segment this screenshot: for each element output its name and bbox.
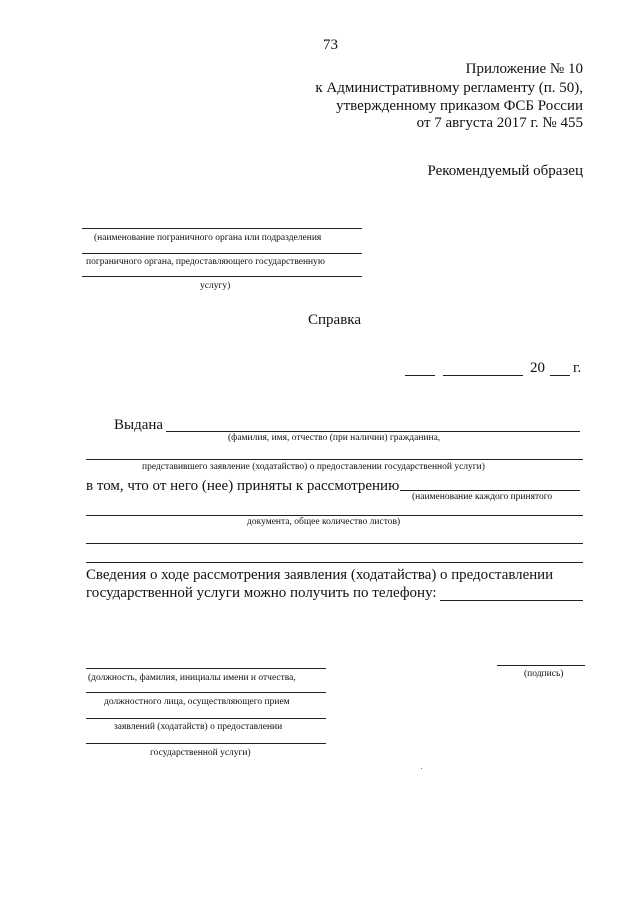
official-line-2 [86, 692, 326, 693]
page-number: 73 [323, 37, 338, 53]
date-day-line [405, 375, 435, 376]
phone-line [440, 600, 583, 601]
authority-caption-2: пограничного органа, предоставляющего государственную [86, 257, 325, 267]
issued-name-line [166, 431, 580, 432]
accepted-caption: (наименование каждого принятого [412, 492, 553, 502]
authority-caption-3: услугу) [200, 281, 231, 291]
date-year-line [550, 375, 570, 376]
authority-caption-1: (наименование пограничного органа или подразделения [94, 233, 322, 243]
authority-line-1 [82, 228, 362, 229]
issued-caption-1: (фамилия, имя, отчество (при наличии) гражданина, [228, 433, 441, 443]
official-line-1 [86, 668, 326, 669]
documents-line-2 [86, 543, 583, 544]
authority-line-2 [82, 253, 362, 254]
appendix-regulation: к Административному регламенту (п. 50), [315, 80, 583, 96]
official-caption-3: заявлений (ходатайств) о предоставлении [114, 722, 283, 732]
info-line-2: государственной услуги можно получить по телефону: [86, 585, 437, 601]
official-caption-2: должностного лица, осуществляющего прием [104, 697, 290, 707]
signature-line [497, 665, 585, 666]
appendix-title: Приложение № 10 [465, 61, 583, 77]
official-caption-4: государственной услуги) [150, 748, 251, 758]
issued-line-2 [86, 459, 583, 460]
appendix-date: от 7 августа 2017 г. № 455 [416, 115, 583, 131]
documents-line-3 [86, 562, 583, 563]
documents-line [86, 515, 583, 516]
issued-caption-2: представившего заявление (ходатайство) о предоставлении государственной услуги) [142, 462, 485, 472]
issued-label: Выдана [114, 417, 164, 433]
info-line-1: Сведения о ходе рассмотрения заявления (ходатайства) о предоставлении [86, 567, 554, 583]
authority-line-3 [82, 276, 362, 277]
document-title: Справка [308, 312, 361, 328]
date-month-line [443, 375, 523, 376]
date-year-prefix: 20 [530, 360, 545, 376]
appendix-approved: утвержденному приказом ФСБ России [336, 98, 583, 114]
official-caption-1: (должность, фамилия, инициалы имени и отчества, [88, 673, 296, 683]
scan-speck [421, 768, 422, 769]
accepted-text: в том, что от него (нее) приняты к рассмотрению [86, 478, 400, 494]
documents-caption: документа, общее количество листов) [247, 517, 401, 527]
accepted-line [400, 490, 580, 491]
official-line-3 [86, 718, 326, 719]
recommended-sample: Рекомендуемый образец [427, 163, 583, 179]
official-line-4 [86, 743, 326, 744]
signature-caption: (подпись) [524, 669, 564, 679]
date-year-suffix: г. [573, 360, 582, 376]
